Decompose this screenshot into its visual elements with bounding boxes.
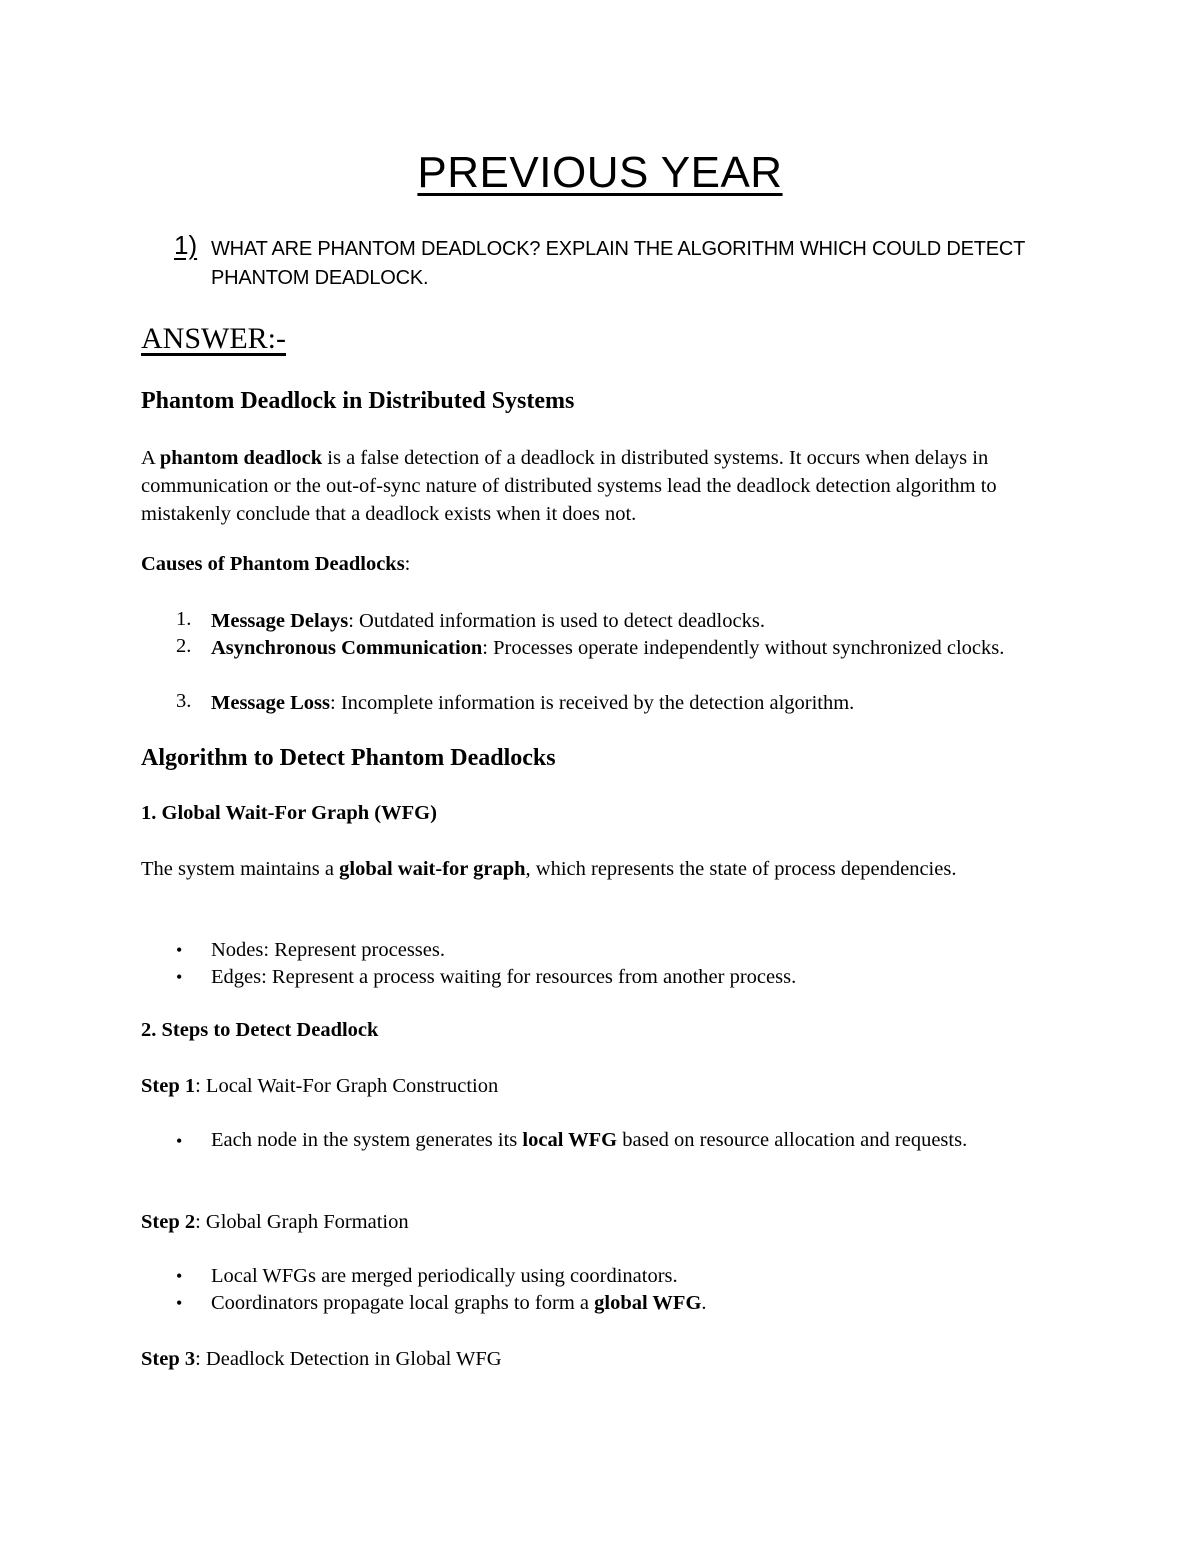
cause-2 [211, 635, 1071, 662]
step-2-text: : Global Graph Formation [195, 1211, 409, 1233]
step-1-text: : Local Wait-For Graph Construction [195, 1075, 499, 1097]
intro-text-start: A [141, 447, 160, 469]
wfg-paragraph [141, 855, 1061, 883]
cause-2-term: Asynchronous Communication [211, 637, 483, 659]
cause-1-desc: : Outdated information is used to detect deadlocks. [348, 610, 765, 632]
intro-text-rest: is a false detection of a deadlock in distributed systems. It occurs when delays in communication or the out-of-sync nature of distributed systems lead the deadlock detection algorithm to mistakenly conclude that a deadlock exists when it does not. [141, 447, 997, 525]
step-3-label: Step 3 [141, 1348, 196, 1370]
section-heading-phantom-deadlock: Phantom Deadlock in Distributed Systems [141, 388, 575, 414]
step-2-label: Step 2 [141, 1211, 196, 1233]
intro-bold-term: phantom deadlock [159, 447, 323, 469]
question-number: 1) [174, 230, 198, 260]
step-2-bullet-1-text: Local WFGs are merged periodically using coordinators. [211, 1265, 678, 1287]
wfg-bold-term: global wait-for graph [339, 858, 526, 880]
question-line-2: PHANTOM DEADLOCK. [211, 267, 429, 289]
causes-heading-text: Causes of Phantom Deadlocks [141, 553, 405, 575]
question-line-1: WHAT ARE PHANTOM DEADLOCK? EXPLAIN THE ALGORITHM WHICH COULD DETECT [211, 238, 1026, 260]
step-1-bullet [211, 1127, 1071, 1154]
subheading-global-wfg: 1. Global Wait-For Graph (WFG) [141, 802, 437, 824]
step-1-bullet-rest: based on resource allocation and requests. [617, 1129, 968, 1151]
cause-3-term: Message Loss [211, 692, 331, 714]
bullet-icon: • [176, 940, 183, 960]
cause-3 [211, 690, 1071, 717]
page-title: PREVIOUS YEAR [417, 148, 783, 197]
bullet-icon: • [176, 1293, 183, 1313]
wfg-bullet-2: Edges: Represent a process waiting for resources from another process. [211, 966, 797, 988]
step-1-bullet-bold: local WFG [522, 1129, 618, 1151]
causes-heading-colon: : [404, 553, 411, 575]
bullet-icon: • [176, 967, 183, 987]
cause-2-number: 2. [176, 635, 192, 657]
step-2-bullet-2 [211, 1290, 1071, 1317]
step-2-bullet-2-rest: . [701, 1292, 707, 1314]
wfg-text-start: The system maintains a [141, 858, 340, 880]
step-1-heading [141, 1072, 1061, 1100]
cause-1-number: 1. [176, 608, 192, 630]
step-3-heading [141, 1345, 1061, 1373]
subheading-steps: 2. Steps to Detect Deadlock [141, 1019, 379, 1041]
bullet-icon: • [176, 1131, 183, 1151]
step-2-bullet-2-start: Coordinators propagate local graphs to form a [211, 1292, 595, 1314]
cause-1 [211, 608, 1071, 635]
intro-paragraph [141, 444, 1061, 528]
cause-2-desc: : Processes operate independently without synchronized clocks. [482, 637, 1005, 659]
step-3-text: : Deadlock Detection in Global WFG [195, 1348, 502, 1370]
answer-label: ANSWER:- [141, 322, 286, 355]
wfg-bullet-1: Nodes: Represent processes. [211, 939, 445, 961]
wfg-text-rest: , which represents the state of process dependencies. [525, 858, 957, 880]
causes-heading [141, 553, 410, 576]
cause-3-desc: : Incomplete information is received by the detection algorithm. [330, 692, 855, 714]
bullet-icon: • [176, 1266, 183, 1286]
cause-3-number: 3. [176, 690, 192, 712]
step-2-bullet-1 [211, 1263, 1071, 1290]
section-heading-algorithm: Algorithm to Detect Phantom Deadlocks [141, 745, 556, 771]
step-2-heading [141, 1208, 1061, 1236]
step-1-label: Step 1 [141, 1075, 196, 1097]
cause-1-term: Message Delays [211, 610, 349, 632]
question-text [211, 235, 1111, 293]
step-1-bullet-start: Each node in the system generates its [211, 1129, 523, 1151]
step-2-bullet-2-bold: global WFG [594, 1292, 702, 1314]
